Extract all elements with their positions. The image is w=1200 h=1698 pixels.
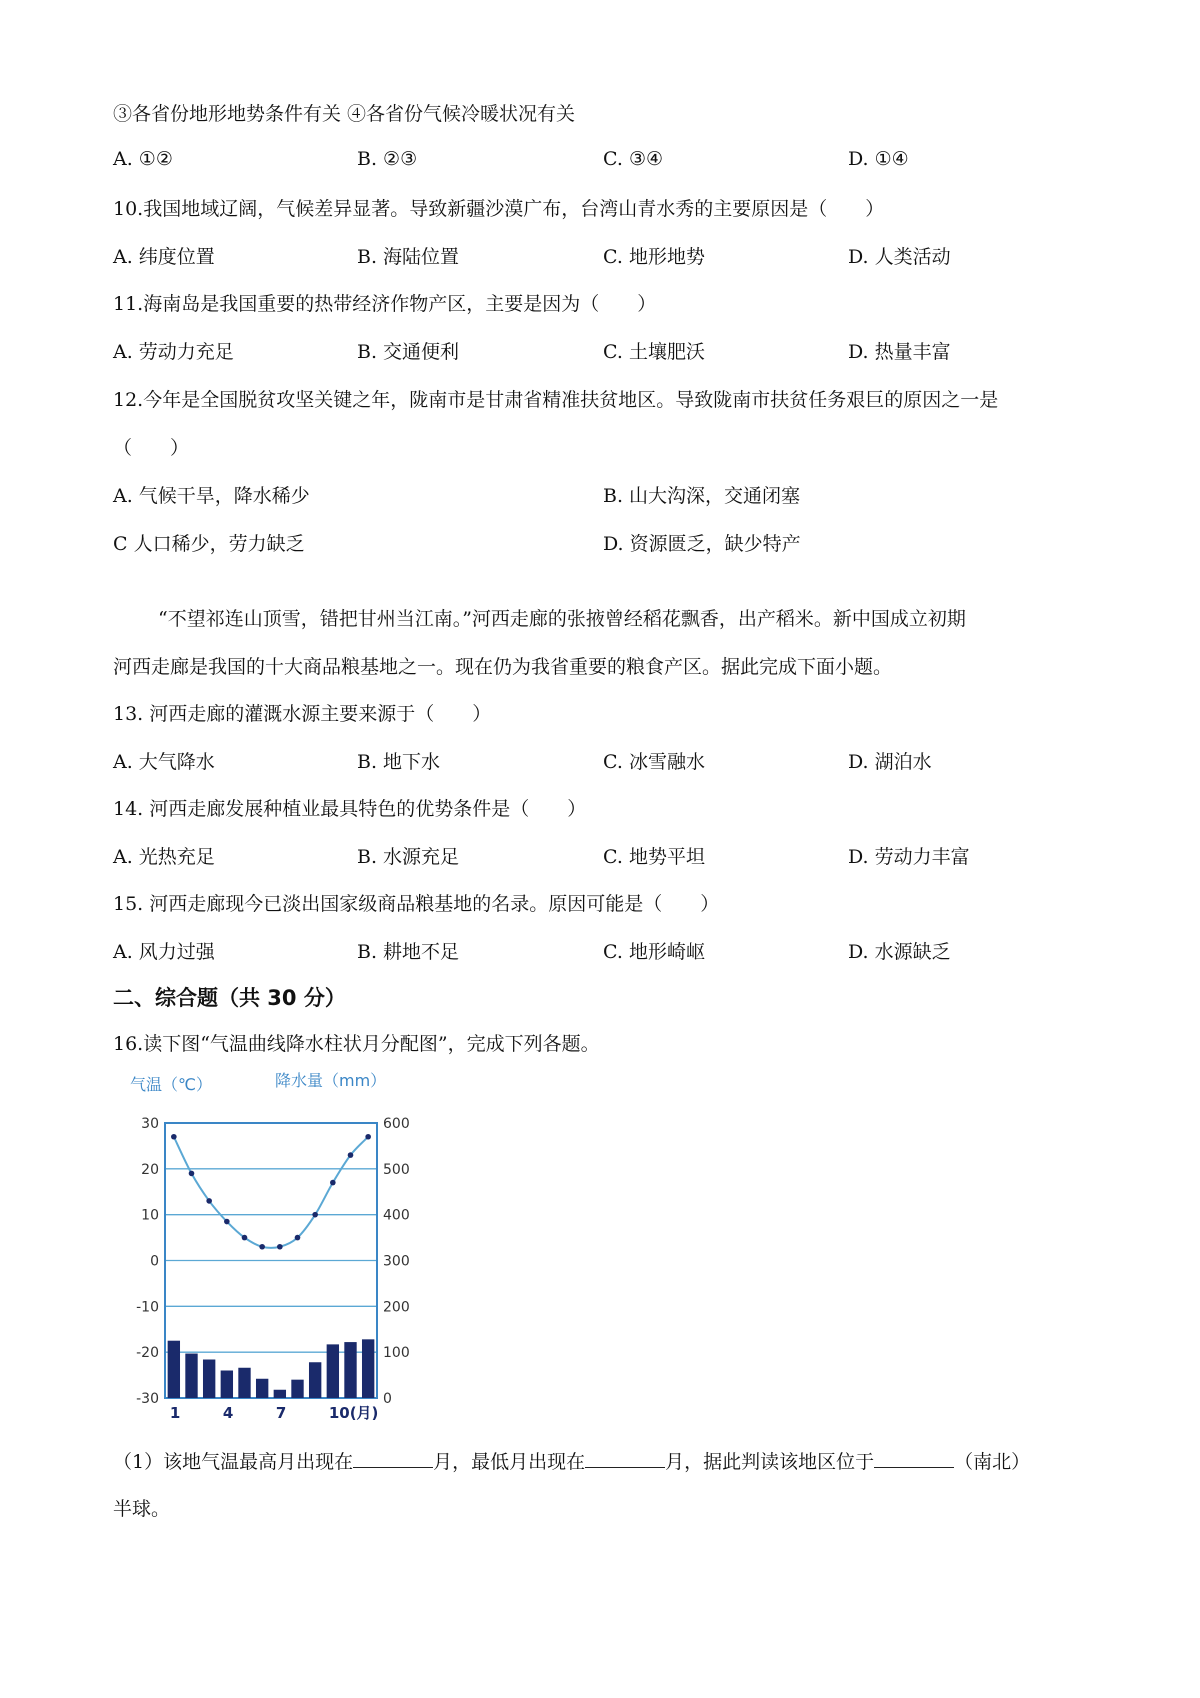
precipitation-bar xyxy=(344,1342,356,1398)
q9-option-b[interactable]: B. ②③ xyxy=(357,148,418,170)
q12-stem-line1: 12.今年是全国脱贫攻坚关键之年，陇南市是甘肃省精准扶贫地区。导致陇南市扶贫任务艰巨的原因之一是 xyxy=(113,389,999,411)
precipitation-tick-label: 600 xyxy=(383,1116,410,1132)
temperature-point xyxy=(259,1244,265,1250)
q12-option-c[interactable]: C 人口稀少，劳力缺乏 xyxy=(113,533,305,555)
q16-sub1-part-d: （南北） xyxy=(954,1451,1031,1473)
q12-option-b[interactable]: B. 山大沟深，交通闭塞 xyxy=(603,485,801,507)
temperature-point xyxy=(277,1244,283,1250)
q13-option-d[interactable]: D. 湖泊水 xyxy=(848,751,932,773)
precipitation-tick-labels xyxy=(383,1116,410,1407)
q14-stem: 14. 河西走廊发展种植业最具特色的优势条件是（ ） xyxy=(113,798,587,820)
temperature-point xyxy=(295,1235,301,1241)
q13-stem: 13. 河西走廊的灌溉水源主要来源于（ ） xyxy=(113,703,492,725)
temperature-point xyxy=(242,1235,248,1241)
q16-stem: 16.读下图“气温曲线降水柱状月分配图”，完成下列各题。 xyxy=(113,1033,600,1055)
precipitation-bar xyxy=(327,1344,339,1398)
q10-option-d[interactable]: D. 人类活动 xyxy=(848,246,951,268)
precipitation-bar xyxy=(238,1368,250,1398)
temperature-point xyxy=(348,1152,354,1158)
temperature-point xyxy=(312,1212,318,1218)
month-tick-label: 7 xyxy=(275,1404,287,1422)
q15-option-d[interactable]: D. 水源缺乏 xyxy=(848,941,951,963)
answer-blank-hemisphere[interactable] xyxy=(874,1447,954,1468)
temperature-tick-label: 30 xyxy=(141,1116,159,1132)
q16-sub1-part-b: 月，最低月出现在 xyxy=(433,1451,586,1473)
q14-option-a[interactable]: A. 光热充足 xyxy=(113,846,215,868)
answer-blank-min-month[interactable] xyxy=(585,1447,665,1468)
precipitation-bar xyxy=(221,1371,233,1399)
q11-option-b[interactable]: B. 交通便利 xyxy=(357,341,460,363)
passage-line2: 河西走廊是我国的十大商品粮基地之一。现在仍为我省重要的粮食产区。据此完成下面小题。 xyxy=(113,656,893,678)
precipitation-tick-label: 200 xyxy=(383,1299,410,1316)
answer-blank-max-month[interactable] xyxy=(353,1447,433,1468)
q11-stem: 11.海南岛是我国重要的热带经济作物产区，主要是因为（ ） xyxy=(113,293,657,315)
temperature-points xyxy=(171,1134,371,1250)
q13-option-c[interactable]: C. 冰雪融水 xyxy=(603,751,705,773)
precipitation-bar xyxy=(185,1354,197,1398)
precipitation-bars xyxy=(168,1339,375,1398)
precipitation-bar xyxy=(256,1379,268,1398)
temperature-axis-label: 气温（℃） xyxy=(130,1075,212,1094)
precipitation-bar xyxy=(203,1360,215,1399)
q11-option-d[interactable]: D. 热量丰富 xyxy=(848,341,951,363)
q14-option-b[interactable]: B. 水源充足 xyxy=(357,846,460,868)
precipitation-tick-label: 100 xyxy=(383,1345,410,1362)
temperature-tick-label: 0 xyxy=(150,1253,159,1270)
month-tick-label: 1 xyxy=(169,1404,181,1422)
section-heading: 二、综合题（共 30 分） xyxy=(113,986,346,1010)
precipitation-tick-label: 0 xyxy=(383,1391,392,1407)
temperature-tick-label: 20 xyxy=(141,1161,159,1178)
q13-option-a[interactable]: A. 大气降水 xyxy=(113,751,215,773)
precipitation-tick-label: 500 xyxy=(383,1161,410,1178)
q10-option-c[interactable]: C. 地形地势 xyxy=(603,246,705,268)
temperature-curve xyxy=(174,1137,368,1248)
temperature-tick-labels xyxy=(136,1116,159,1407)
month-tick-label: 4 xyxy=(222,1404,234,1422)
temperature-tick-label: 10 xyxy=(141,1207,159,1224)
q12-stem-line2: （ ） xyxy=(113,437,190,459)
q10-option-a[interactable]: A. 纬度位置 xyxy=(113,246,215,268)
q14-option-c[interactable]: C. 地势平坦 xyxy=(603,846,705,868)
temperature-point xyxy=(224,1219,230,1225)
q12-option-a[interactable]: A. 气候干旱，降水稀少 xyxy=(113,485,310,507)
temperature-point xyxy=(330,1180,336,1186)
precipitation-bar xyxy=(168,1341,180,1398)
q15-stem: 15. 河西走廊现今已淡出国家级商品粮基地的名录。原因可能是（ ） xyxy=(113,893,720,915)
q15-option-c[interactable]: C. 地形崎岖 xyxy=(603,941,705,963)
passage-line1: “不望祁连山顶雪，错把甘州当江南。”河西走廊的张掖曾经稻花飘香，出产稻米。新中国成立初期 xyxy=(158,608,966,630)
temperature-point xyxy=(206,1198,212,1204)
q12-option-d[interactable]: D. 资源匮乏，缺少特产 xyxy=(603,533,801,555)
q16-sub1-line2: 半球。 xyxy=(113,1498,171,1520)
precipitation-bar xyxy=(291,1380,303,1398)
q11-option-c[interactable]: C. 土壤肥沃 xyxy=(603,341,705,363)
q14-option-d[interactable]: D. 劳动力丰富 xyxy=(848,846,970,868)
q9-option-c[interactable]: C. ③④ xyxy=(603,148,664,170)
q16-sub1-part-a: （1）该地气温最高月出现在 xyxy=(113,1451,354,1473)
q15-option-a[interactable]: A. 风力过强 xyxy=(113,941,215,963)
q16-sub1-line1 xyxy=(113,1447,1030,1476)
climate-chart xyxy=(120,1068,420,1438)
q11-option-a[interactable]: A. 劳动力充足 xyxy=(113,341,234,363)
q9-option-a[interactable]: A. ①② xyxy=(113,148,173,170)
temperature-tick-label: -20 xyxy=(136,1345,159,1362)
q9-statement-line: ③各省份地形地势条件有关 ④各省份气候冷暖状况有关 xyxy=(113,103,576,125)
precipitation-tick-label: 400 xyxy=(383,1207,410,1224)
q10-option-b[interactable]: B. 海陆位置 xyxy=(357,246,460,268)
temperature-tick-label: -30 xyxy=(136,1391,159,1407)
precipitation-axis-label: 降水量（mm） xyxy=(275,1071,387,1090)
temperature-point xyxy=(189,1171,195,1177)
precipitation-bar xyxy=(362,1339,374,1398)
q9-option-d[interactable]: D. ①④ xyxy=(848,148,909,170)
q13-option-b[interactable]: B. 地下水 xyxy=(357,751,441,773)
temperature-tick-label: -10 xyxy=(136,1299,159,1316)
temperature-point xyxy=(365,1134,371,1140)
q15-option-b[interactable]: B. 耕地不足 xyxy=(357,941,460,963)
month-tick-label: 10(月) xyxy=(328,1404,379,1422)
precipitation-bar xyxy=(274,1390,286,1398)
q16-sub1-part-c: 月，据此判读该地区位于 xyxy=(665,1451,875,1473)
precipitation-tick-label: 300 xyxy=(383,1253,410,1270)
precipitation-bar xyxy=(309,1362,321,1398)
month-tick-labels xyxy=(170,1404,379,1422)
temperature-point xyxy=(171,1134,177,1140)
q10-stem: 10.我国地域辽阔，气候差异显著。导致新疆沙漠广布，台湾山青水秀的主要原因是（ ） xyxy=(113,198,885,220)
